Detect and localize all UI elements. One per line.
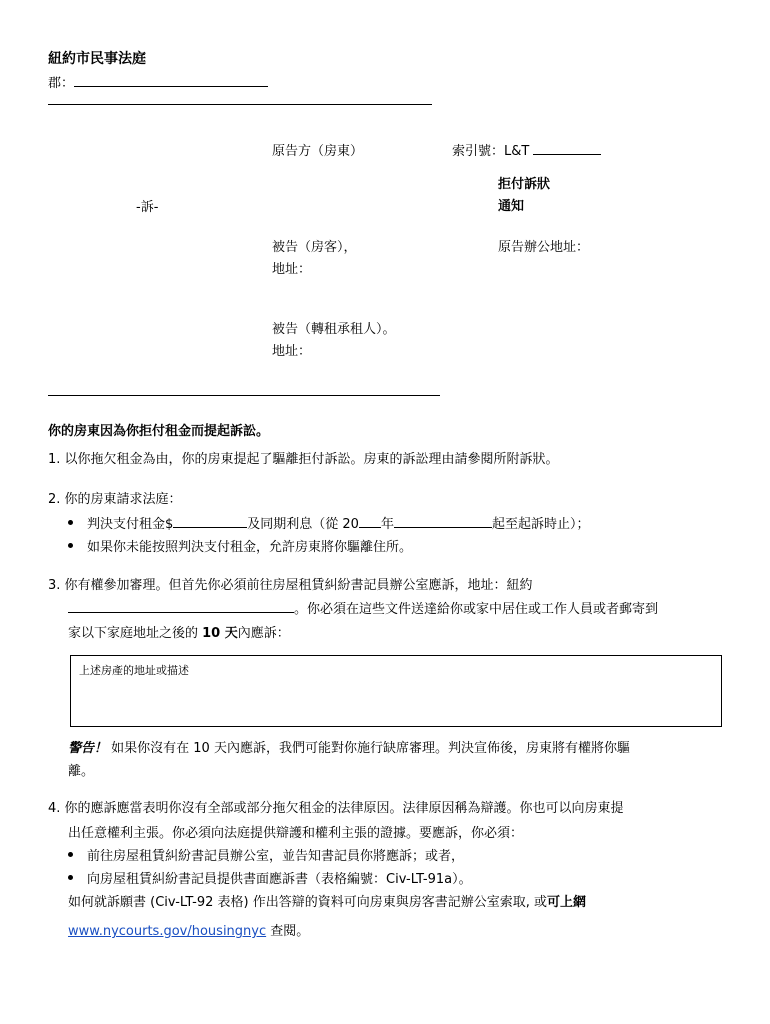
bullet-icon — [68, 852, 73, 857]
date-blank — [394, 514, 492, 528]
footer-text: 如何就訴願書 (Civ-LT-92 表格) 作出答辯的資料可向房東與房客書記辦公室索取, 或 — [68, 895, 547, 910]
year-blank — [359, 514, 381, 528]
footer-line-2 — [68, 920, 309, 939]
interest-from-label: 及同期利息（從 20 — [247, 517, 359, 532]
index-number — [452, 140, 601, 159]
address-box-label: 上述房產的地址或描述 — [79, 664, 189, 677]
ten-days-text: 10 天 — [202, 626, 238, 641]
address-box[interactable] — [70, 655, 722, 727]
headline: 你的房東因為你拒付租金而提起訴訟。 — [48, 424, 270, 439]
footer-online-text: 可上網 — [546, 895, 586, 910]
bullet-icon — [68, 520, 73, 525]
county-blank — [74, 73, 268, 87]
item-3-line-3 — [68, 622, 290, 641]
index-number-label: 索引號：L&T — [452, 144, 530, 159]
caption-bottom-divider — [48, 395, 440, 396]
rent-amount-blank — [173, 514, 247, 528]
index-number-blank — [533, 141, 601, 155]
item-4-bullet-1-text: 前往房屋租賃糾紛書記員辦公室，並告知書記員你將應訴；或者， — [87, 849, 465, 864]
item-4-bullet-1 — [68, 845, 464, 864]
item-2-bullet-1 — [68, 513, 590, 532]
item-4-line-1: 4. 你的應訴應當表明你沒有全部或部分拖欠租金的法律原因。法律原因稱為辯護。你也可以向房東提 — [48, 801, 624, 816]
subtenant-address-label: 地址： — [272, 344, 312, 359]
warning-text: 如果你沒有在 10 天內應訴，我們可能對你施行缺席審理。判決宣佈後，房東將有權將你驅 — [111, 741, 630, 756]
item-4-line-2: 出任意權利主張。你必須向法庭提供辯護和權利主張的證據。要應訴，你必須： — [68, 826, 524, 841]
item-3-line-3-text: 家以下家庭地址之後的 — [68, 626, 203, 641]
eviction-text: 如果你未能按照判決支付租金，允許房東將你驅離住所。 — [87, 540, 413, 555]
county-line — [48, 72, 268, 91]
bullet-icon — [68, 543, 73, 548]
court-name: 紐約市民事法庭 — [48, 51, 146, 67]
notice-title-line2: 通知 — [498, 199, 525, 214]
respond-text: 內應訴： — [237, 626, 290, 641]
item-3-line-2-text: 。你必須在這些文件送達給你或家中居住或工作人員或者郵寄到 — [294, 602, 659, 617]
caption-top-divider — [48, 104, 432, 105]
defendant-address-label: 地址： — [272, 262, 312, 277]
item-4-bullet-2 — [68, 868, 472, 887]
item-3-line-2 — [68, 598, 658, 617]
warning-label: 警告！ — [68, 741, 108, 756]
year-label: 年 — [380, 517, 394, 532]
item-1: 1. 以你拖欠租金為由，你的房東提起了驅離拒付訴訟。房東的訴訟理由請參閱所附訴狀。 — [48, 452, 559, 467]
plaintiff-office-label: 原告辦公地址： — [498, 240, 590, 255]
until-filing-label: 起至起訴時止）； — [491, 517, 590, 532]
court-address-blank — [68, 599, 294, 613]
subtenant-label: 被告（轉租承租人）。 — [272, 322, 396, 337]
item-2: 2. 你的房東請求法庭： — [48, 492, 182, 507]
item-4-bullet-2-text: 向房屋租賃糾紛書記員提供書面應訴書（表格編號：Civ-LT-91a）。 — [87, 872, 472, 887]
item-3-line-1: 3. 你有權參加審理。但首先你必須前往房屋租賃糾紛書記員辦公室應訴，地址：紐約 — [48, 578, 533, 593]
housing-nyc-link[interactable]: www.nycourts.gov/housingnyc — [68, 924, 267, 939]
versus-label: -訴- — [136, 200, 159, 215]
item-2-bullet-2 — [68, 536, 412, 555]
defendant-label: 被告（房客）， — [272, 240, 357, 255]
bullet-icon — [68, 875, 73, 880]
footer-line-1 — [68, 891, 586, 910]
warning-line-1 — [68, 737, 630, 756]
rent-amount-label: 判決支付租金$ — [87, 517, 174, 532]
warning-line-2: 離。 — [68, 764, 95, 779]
county-label: 郡： — [48, 76, 75, 91]
footer-view-text: 查閱。 — [266, 924, 310, 939]
notice-title-line1: 拒付訴狀 — [498, 177, 551, 192]
plaintiff-label: 原告方（房東） — [272, 144, 364, 159]
